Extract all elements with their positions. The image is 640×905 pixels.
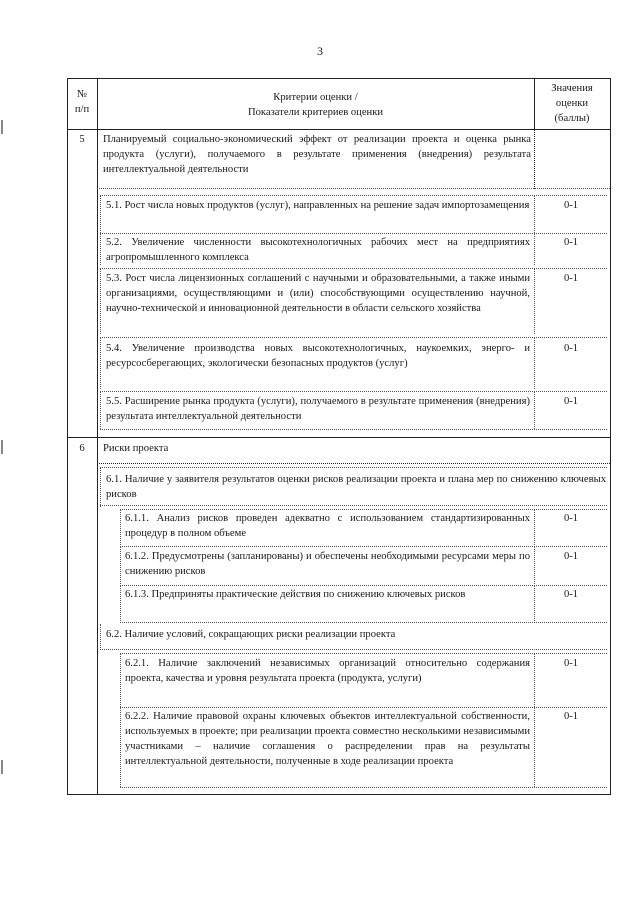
table-border [67,78,611,79]
criterion-item: 5.5. Расширение рынка продукта (услуги), получаемого в результате применения (внедрения) результата интеллектуальной деятельности [106,396,530,422]
cell-border [534,653,535,707]
criterion-group: 6.2. Наличие условий, сокращающих риски реализации проекта [106,629,396,640]
cell-border [100,268,607,269]
table-border [97,78,98,794]
cell-border [120,653,607,654]
margin-mark [1,760,3,774]
score-value: 0-1 [563,273,579,284]
cell-border [120,653,121,707]
row-number: 6 [79,443,85,454]
cell-border [100,233,607,234]
cell-border [100,429,607,430]
cell-border [100,233,101,265]
criterion-item: 6.1.2. Предусмотрены (запланированы) и обеспечены необходимыми ресурсами меры по снижению рисков [125,551,530,577]
score-value: 0-1 [563,396,579,407]
header-criteria: Критерии оценки / Показатели критериев оценки [247,92,384,118]
cell-border [534,707,535,787]
cell-border [120,585,121,623]
cell-border [97,188,610,189]
cell-border [100,337,607,338]
table-border [67,129,611,130]
score-value: 0-1 [563,513,579,524]
score-value: 0-1 [563,343,579,354]
score-value: 0-1 [563,589,579,600]
cell-border [100,337,101,389]
cell-border [534,509,535,547]
score-value: 0-1 [563,658,579,669]
cell-border [534,391,535,429]
cell-border [534,546,535,584]
cell-border [100,195,101,233]
cell-border [100,391,607,392]
cell-border [100,505,607,506]
cell-border [100,391,101,429]
margin-mark [1,440,3,454]
table-border [610,78,611,794]
criterion-item: 6.1.1. Анализ рисков проведен адекватно с использованием стандартизированных процедур в полном объеме [125,513,530,539]
criterion-item: 6.2.1. Наличие заключений независимых организаций относительно содержания проекта, качества и уровня результата проекта (продукта, услуги) [125,658,530,684]
cell-border [100,195,607,196]
criterion-title: Риски проекта [103,443,169,454]
criterion-title: Планируемый социально-экономический эффект от реализации проекта и оценка рынка продукта (услуги), получаемого в результате применения (внедрения) результата интеллектуальной деятельности [103,134,531,175]
cell-border [534,585,535,623]
cell-border [120,509,607,510]
cell-border [100,268,101,334]
score-value: 0-1 [563,200,579,211]
criterion-item: 6.1.3. Предприняты практические действия по снижению ключевых рисков [125,589,466,600]
row-number: 5 [79,134,85,145]
cell-border [534,233,535,265]
criterion-item: 6.2.2. Наличие правовой охраны ключевых объектов интеллектуальной собственности, используемых в проекте; при реализации проекта совместно несколькими независимыми участниками – наличие соглашения о распределении прав на результаты интеллектуальной деятельности, полученные в ходе реализации проекта [125,711,530,767]
cell-border [100,467,101,507]
cell-border [120,546,121,584]
cell-border [97,463,610,464]
cell-border [120,509,121,547]
table-border [67,78,68,794]
criterion-item: 5.2. Увеличение численности высокотехнологичных рабочих мест на предприятиях агропромышленного комплекса [106,237,530,263]
score-value: 0-1 [563,551,579,562]
header-num: № п/п [74,89,90,115]
score-value: 0-1 [563,237,579,248]
cell-border [120,787,607,788]
cell-border [100,467,607,468]
table-border [67,794,611,795]
cell-border [120,622,607,623]
cell-border [100,624,101,650]
page-number: 3 [317,44,323,58]
cell-border [100,649,607,650]
criterion-item: 5.3. Рост числа лицензионных соглашений с научными и образовательными, а также иными организациями, осуществляющими и (или) способствующими осуществлению научной, научно-технической и инновационной деятельности в области сельского хозяйства [106,273,530,314]
cell-border [534,268,535,334]
cell-border [534,195,535,233]
header-score: Значения оценки (баллы) [551,83,593,124]
criterion-group: 6.1. Наличие у заявителя результатов оценки рисков реализации проекта и плана мер по снижению ключевых рисков [106,474,606,500]
margin-mark [1,120,3,134]
cell-border [120,707,121,787]
table-border [67,437,611,438]
cell-border [534,129,535,189]
cell-border [534,337,535,389]
criterion-item: 5.4. Увеличение производства новых высокотехнологичных, наукоемких, энерго- и ресурсосберегающих, экологически безопасных продуктов (услуг) [106,343,530,369]
score-value: 0-1 [563,711,579,722]
criterion-item: 5.1. Рост числа новых продуктов (услуг), направленных на решение задач импортозамещения [106,200,530,211]
